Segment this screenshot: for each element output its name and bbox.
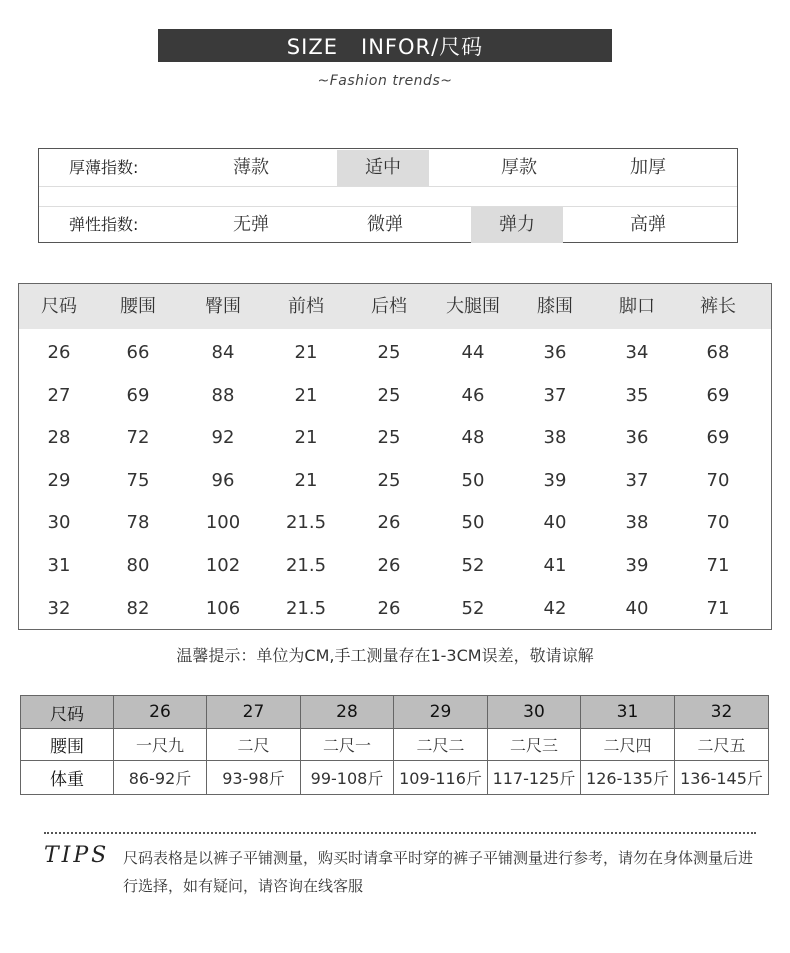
waist-cell: 二尺 [207,729,301,761]
waist-cell: 二尺一 [301,729,394,761]
table-cell: 100 [205,512,241,534]
table-row [19,417,771,459]
waist-cell: 二尺二 [394,729,488,761]
tips-text: 尺码表格是以裤子平铺测量，购买时请拿平时穿的裤子平铺测量进行参考，请勿在身体测量后进行选择，如有疑问，请咨询在线客服 [123,849,754,895]
table-cell: 75 [126,469,150,491]
table-cell: 36 [625,427,649,449]
table-cell: 72 [126,427,150,449]
table-cell: 25 [377,469,401,491]
table-cell: 40 [625,597,649,619]
column-header: 大腿围 [446,296,500,317]
thickness-option-extra-thick: 加厚 [630,157,666,178]
table-row [19,332,771,374]
column-header: 膝围 [537,296,573,317]
elasticity-option-slight: 微弹 [367,214,403,235]
table-cell: 69 [706,427,730,449]
size-cell: 32 [675,696,768,729]
table-cell: 70 [706,469,730,491]
weight-row-label: 体重 [21,761,114,794]
weight-cell: 93-98斤 [207,761,301,794]
table-cell: 21 [294,384,318,406]
table-cell: 106 [205,597,241,619]
table-cell: 21 [294,469,318,491]
table-cell: 40 [543,512,567,534]
table-cell: 21 [294,342,318,363]
tips-heading: TIPS [44,843,110,868]
table-cell: 41 [543,555,567,576]
table-cell: 52 [461,555,485,576]
table-cell: 26 [47,342,71,363]
size-table-header [19,284,771,329]
column-header: 腰围 [120,296,156,317]
weight-cell: 109-116斤 [394,761,488,794]
table-cell: 39 [625,555,649,576]
table-cell: 26 [377,555,401,576]
elasticity-option-none: 无弹 [233,214,269,235]
size-cell: 28 [301,696,394,729]
index-divider [39,186,737,207]
table-cell: 25 [377,342,401,363]
size-cell: 30 [488,696,581,729]
thickness-option-thick: 厚款 [501,157,537,178]
size-row-label: 尺码 [21,696,114,729]
column-header: 脚口 [619,296,655,317]
table-cell: 30 [47,512,71,534]
table-cell: 50 [461,469,485,491]
waist-cell: 二尺五 [675,729,768,761]
table-cell: 82 [126,597,150,619]
table-cell: 21.5 [285,597,327,619]
column-header: 前档 [288,296,324,317]
table-row [19,460,771,502]
table-cell: 38 [543,427,567,449]
table-cell: 102 [205,555,241,576]
conversion-table [20,695,769,795]
weight-cell: 126-135斤 [581,761,675,794]
table-cell: 71 [706,555,730,576]
waist-cell: 一尺九 [114,729,207,761]
table-cell: 36 [543,342,567,363]
waist-cell: 二尺四 [581,729,675,761]
table-cell: 26 [377,597,401,619]
table-cell: 38 [625,512,649,534]
table-cell: 25 [377,427,401,449]
table-cell: 84 [211,342,235,363]
table-cell: 92 [211,427,235,449]
table-cell: 26 [377,512,401,534]
table-cell: 21.5 [285,555,327,576]
table-row [19,502,771,544]
column-header: 尺码 [41,296,77,317]
table-cell: 29 [47,469,71,491]
elasticity-row [39,207,737,243]
table-cell: 31 [47,555,71,576]
elasticity-option-high: 高弹 [630,214,666,235]
table-cell: 88 [211,384,235,406]
table-cell: 42 [543,597,567,619]
column-header: 臀围 [205,296,241,317]
size-table [18,283,772,630]
elasticity-label: 弹性指数: [69,215,139,234]
thickness-label: 厚薄指数: [69,158,139,177]
table-cell: 21 [294,427,318,449]
table-cell: 71 [706,597,730,619]
weight-cell: 99-108斤 [301,761,394,794]
size-cell: 27 [207,696,301,729]
column-header: 裤长 [700,296,736,317]
subtitle: ~Fashion trends~ [317,73,453,89]
size-cell: 31 [581,696,675,729]
thickness-row [39,150,737,186]
weight-cell: 86-92斤 [114,761,207,794]
weight-cell: 136-145斤 [680,769,763,788]
table-cell: 28 [47,427,71,449]
waist-row-label: 腰围 [21,729,114,761]
table-cell: 39 [543,469,567,491]
thickness-option-medium-selected: 适中 [337,150,429,186]
table-cell: 35 [625,384,649,406]
page-title [158,29,612,62]
table-cell: 69 [706,384,730,406]
table-cell: 66 [126,342,150,363]
size-cell: 29 [394,696,488,729]
table-cell: 37 [543,384,567,406]
table-cell: 34 [625,342,649,363]
table-cell: 44 [461,342,485,363]
table-cell: 21.5 [285,512,327,534]
measurement-note: 温馨提示：单位为CM,手工测量存在1-3CM误差，敬请谅解 [176,646,594,665]
title-text: SIZE INFOR/尺码 [286,34,484,59]
waist-cell: 二尺三 [488,729,581,761]
table-cell: 48 [461,427,485,449]
table-cell: 68 [706,342,730,363]
table-cell: 37 [625,469,649,491]
weight-cell: 117-125斤 [488,761,581,794]
elasticity-option-stretch-selected: 弹力 [471,207,563,243]
table-cell: 52 [461,597,485,619]
table-cell: 78 [126,512,150,534]
column-header: 后档 [371,296,407,317]
table-row [19,375,771,417]
table-cell: 80 [126,555,150,576]
table-cell: 96 [211,469,235,491]
size-cell: 26 [114,696,207,729]
table-row [19,545,771,587]
dotted-divider [44,832,756,834]
thickness-option-thin: 薄款 [233,157,269,178]
fabric-index-box [38,148,738,243]
table-cell: 27 [47,384,71,406]
table-cell: 50 [461,512,485,534]
table-row [19,588,771,630]
table-cell: 69 [126,384,150,406]
table-cell: 46 [461,384,485,406]
table-cell: 25 [377,384,401,406]
table-cell: 32 [47,597,71,619]
table-cell: 70 [706,512,730,534]
